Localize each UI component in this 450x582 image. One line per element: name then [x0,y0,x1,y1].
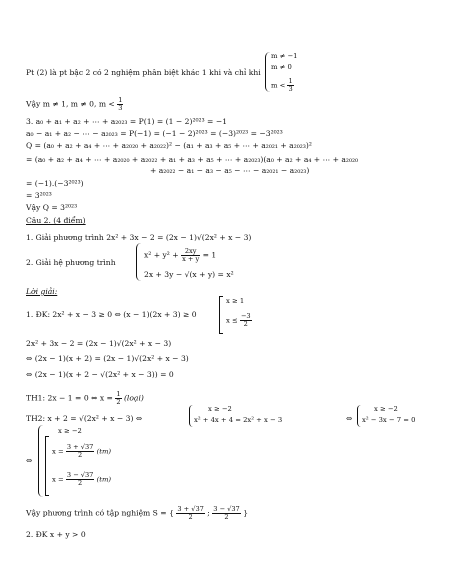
numerator: 3 − √37 [213,505,240,513]
text: TH1: 2x − 1 = 0 ⇔ x = [26,393,113,403]
fraction [66,444,95,459]
fraction [117,97,123,112]
denominator: x + y [182,255,200,263]
denominator: 3 [288,85,293,93]
equation: 2x + 3y − √(x + y) = x² [144,270,234,279]
condition: m ≠ −1 [271,52,298,60]
numerator: 1 [116,390,121,398]
solution-heading: Lời giải: [26,287,58,296]
text-line: Pt (2) là pt bậc 2 có 2 nghiệm phân biệt khác 1 khi và chỉ khi [26,68,261,77]
condition-text: m < [271,81,286,90]
text: (loại) [123,393,144,403]
text: } [243,508,249,518]
solution-text: (tm) [96,447,112,456]
text-line [26,506,248,521]
denominator: 2 [116,398,121,406]
text-line [26,391,144,406]
denominator: 2 [78,451,83,459]
text-line: ⇔ [26,456,33,465]
fraction [176,506,205,521]
condition: x ≥ −2 [374,405,398,413]
system-brace [136,243,141,281]
text-line: = (a₀ + a₂ + a₄ + ⋯ + a₂₀₂₀ + a₂₀₂₂ + a₁ + a₃ + a₅ + ⋯ + a₂₀₂₃)(a₀ + a₂ + a₄ + ⋯ + a₂₀₂₀ [26,155,359,164]
text-line: 3. a₀ + a₁ + a₂ + ⋯ + a₂₀₂₃ = P(1) = (1 − 2)²⁰²³ = −1 [26,117,228,126]
system-brace [357,405,361,427]
fraction [212,506,241,521]
solution-text: (tm) [96,475,112,484]
equation [144,248,216,263]
condition [226,313,252,328]
text-line: 2. Giải hệ phương trình [26,258,116,267]
text-line: a₀ − a₁ + a₂ − ⋯ − a₂₀₂₃ = P(−1) = (−1 − 2)²⁰²³ = (−3)²⁰²³ = −3²⁰²³ [26,129,283,138]
alternative-bracket [219,296,223,334]
numerator: −3 [240,312,251,320]
text-line: 2. ĐK x + y > 0 [26,530,86,539]
text: ; [207,508,210,518]
equation-text: x² + y² + [144,250,179,260]
text-line: 2x² + 3x − 2 = (2x − 1)√(2x² + x − 3) [26,339,172,348]
solution-text: x = [52,447,64,456]
condition: x ≥ −2 [58,427,82,435]
numerator: 2xy [181,248,200,256]
system-brace [265,52,270,92]
fraction [66,472,95,487]
condition: m ≠ 0 [271,63,292,71]
denominator: 3 [118,104,123,112]
denominator: 2 [224,513,229,521]
fraction [181,248,200,263]
solution [52,444,111,459]
denominator: 2 [188,513,193,521]
numerator: 3 + √37 [66,443,94,451]
fraction [240,313,252,328]
numerator: 1 [288,77,293,85]
numerator: 1 [118,96,123,104]
alternative-bracket [45,436,49,496]
solution-text: x = [52,475,64,484]
text-line: TH2: x + 2 = √(2x² + x − 3) ⇔ [26,414,143,423]
denominator: 2 [243,320,248,328]
condition: x ≥ −2 [208,405,232,413]
text-line: ⇔ (2x − 1)(x + 2) = (2x − 1)√(2x² + x − 3) [26,354,189,363]
equation-text: = 1 [202,250,217,260]
text-line [26,97,123,112]
solution [52,472,111,487]
text-line: Q = (a₀ + a₂ + a₄ + ⋯ + a₂₀₂₀ + a₂₀₂₂)² − (a₁ + a₃ + a₅ + ⋯ + a₂₀₂₁ + a₂₀₂₃)² [26,141,312,150]
condition: x ≥ 1 [226,297,245,305]
condition [271,78,294,93]
condition-text: x ≤ [226,316,238,325]
system-brace [38,425,43,497]
fraction [287,78,293,93]
text-line: ⇔ [346,414,353,423]
numerator: 3 − √37 [66,471,94,479]
text-line: 1. ĐK: 2x² + x − 3 ≥ 0 ⇔ (x − 1)(2x + 3) ≥ 0 [26,310,197,319]
text: Vậy phương trình có tập nghiệm S = { [26,508,174,518]
text: Vậy m ≠ 1, m ≠ 0, m < [26,99,115,109]
fraction [115,391,121,406]
text-line: + a₂₀₂₂ − a₁ − a₃ − a₅ − ⋯ − a₂₀₂₁ − a₂₀₂₃) [150,166,310,175]
system-brace [189,405,193,427]
text-line: Vậy Q = 3²⁰²³ [26,203,78,212]
condition: x² + 4x + 4 = 2x² + x − 3 [194,416,283,424]
text-line: = (−1).(−3²⁰²³) [26,179,84,188]
text-line: ⇔ (2x − 1)(x + 2 − √(2x² + x − 3)) = 0 [26,370,174,379]
section-heading: Câu 2. (4 điểm) [26,216,86,225]
text-line: 1. Giải phương trình 2x² + 3x − 2 = (2x − 1)√(2x² + x − 3) [26,233,252,242]
text-line: = 3²⁰²³ [26,191,52,200]
condition: x² − 3x − 7 = 0 [362,416,416,424]
numerator: 3 + √37 [177,505,204,513]
denominator: 2 [78,479,83,487]
